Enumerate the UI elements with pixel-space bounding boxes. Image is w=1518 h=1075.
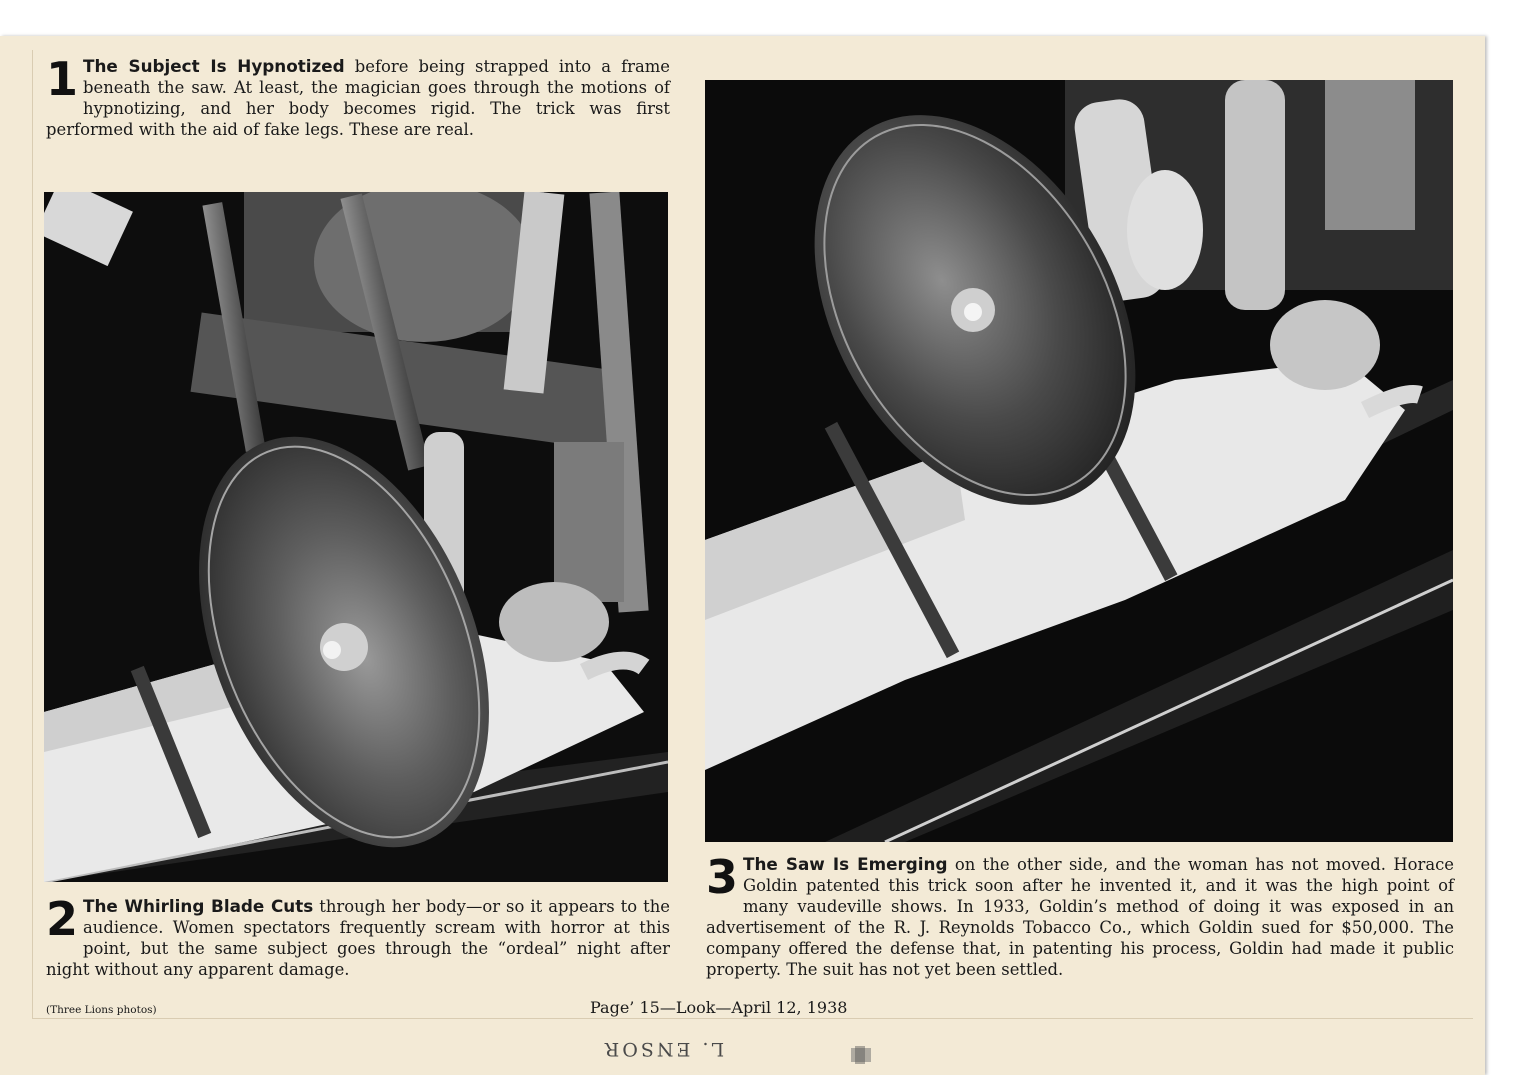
caption-body: through her body—or so it appears to the audience. Women spectators frequently scream with horror at this point, but the same subject goes through the “ordeal” night after night without any apparent damage. [46,897,670,979]
caption-1 [46,52,670,141]
caption-number: 2 [46,892,79,946]
photo-whirling-blade [44,192,668,882]
caption-lead: The Whirling Blade Cuts [83,896,314,916]
caption-3 [706,850,1454,980]
caption-body: on the other side, and the woman has not moved. Horace Goldin patented this trick soon after he invented it, and it was the high point of many vaudeville shows. In 1933, Goldin’s method of doing it was exposed in an advertisement of the R. J. Reynolds Tobacco Co., which Goldin sued for $50,000. The company offered the defense that, in patenting his process, Goldin had made it public property. The suit has not yet been settled. [706,855,1454,979]
page-folio: Page’ 15—Look—April 12, 1938 [590,998,848,1017]
caption-number: 3 [706,850,739,904]
photo-blade-illustration [44,192,668,882]
caption-number: 1 [46,52,79,106]
caption-lead: The Subject Is Hypnotized [83,56,345,76]
photo-credit: (Three Lions photos) [46,1004,157,1016]
photo-saw-illustration [705,80,1453,842]
ink-smudge-icon [848,1044,874,1066]
caption-body: before being strapped into a frame beneath the saw. At least, the magician goes through the motions of hypnotizing, and her body becomes rigid. The trick was first performed with the aid of fake legs. These are real. [46,57,670,139]
photo-saw-emerging [705,80,1453,842]
owner-stamp: L. ENSOR [602,1038,725,1060]
caption-lead: The Saw Is Emerging [743,854,948,874]
caption-2 [46,892,670,981]
